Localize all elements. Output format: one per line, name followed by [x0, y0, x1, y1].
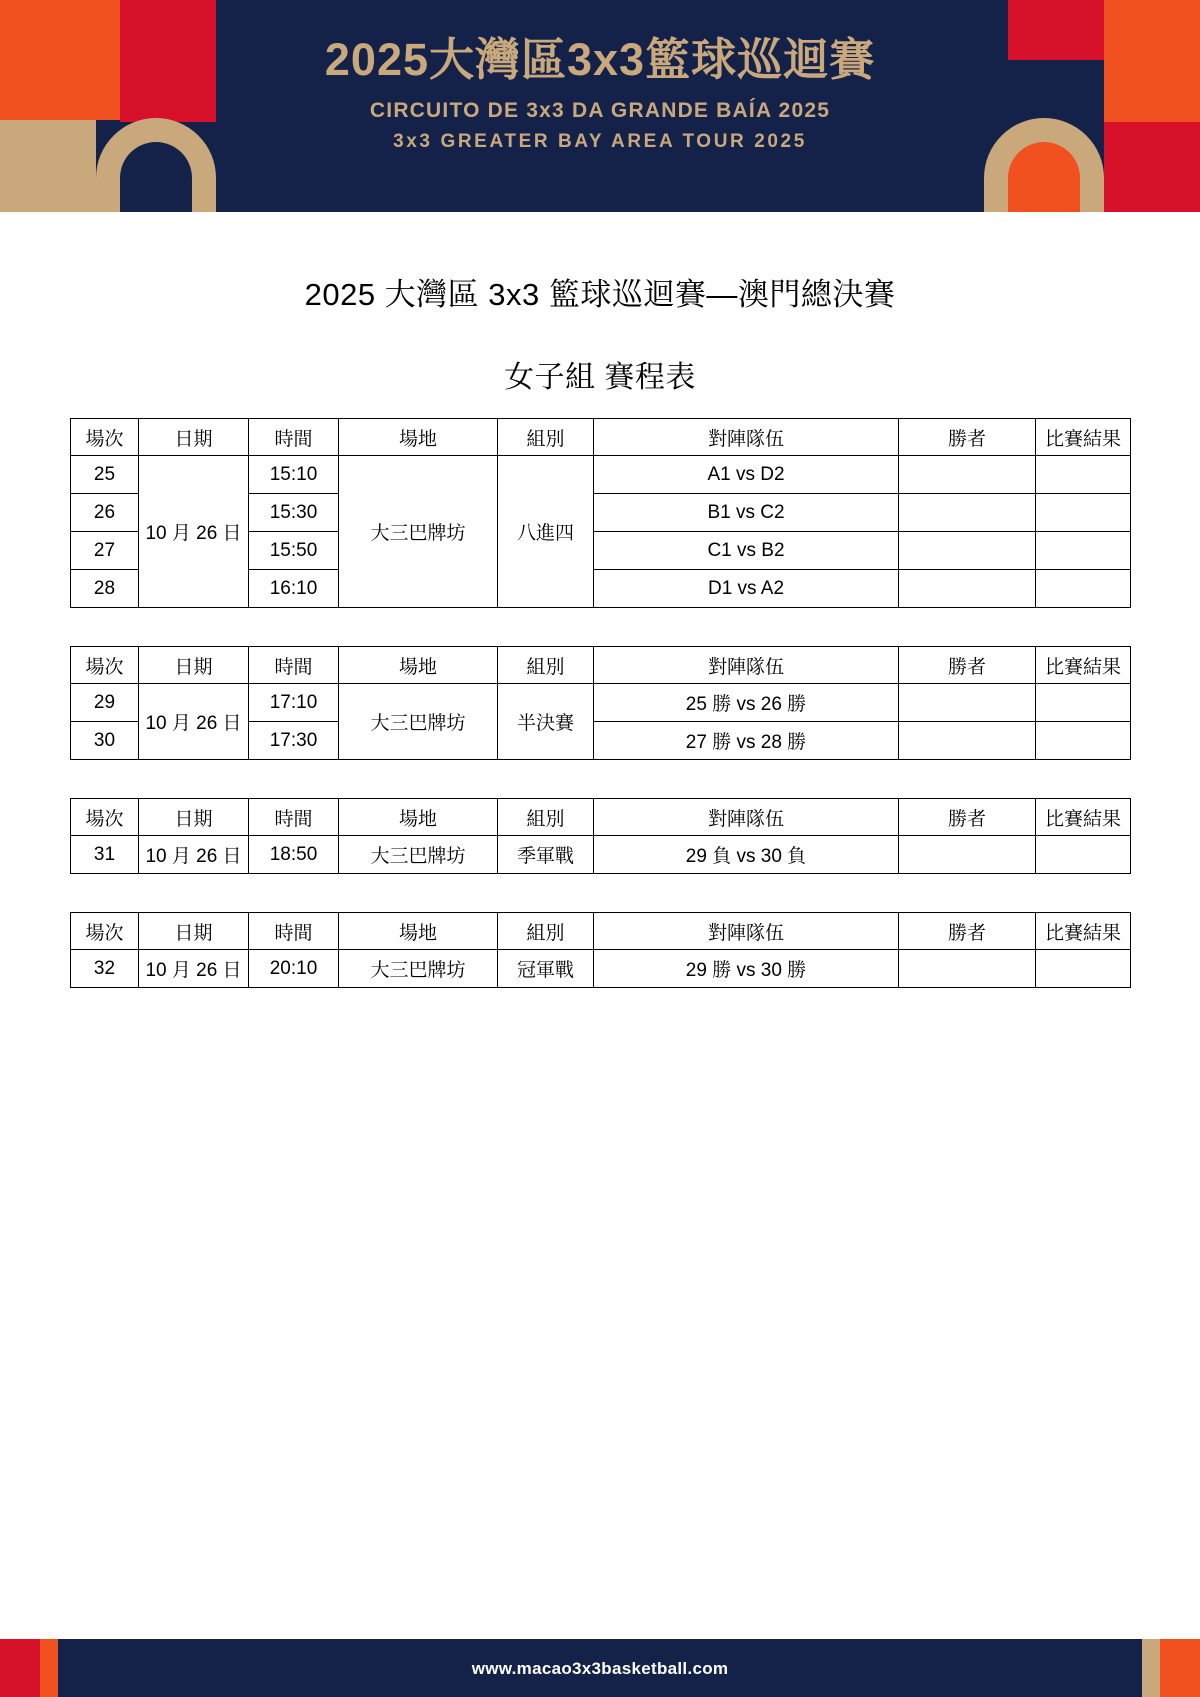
schedule-table-final	[70, 912, 1131, 988]
column-header-result: 比賽結果	[1036, 799, 1131, 836]
cell-result	[1036, 570, 1131, 608]
cell-winner	[899, 570, 1036, 608]
cell-winner	[899, 494, 1036, 532]
column-header-match: 對陣隊伍	[594, 419, 899, 456]
cell-time: 18:50	[249, 836, 339, 874]
column-header-no: 場次	[71, 913, 139, 950]
column-header-time: 時間	[249, 799, 339, 836]
footer-website-url: www.macao3x3basketball.com	[471, 1659, 729, 1678]
cell-result	[1036, 950, 1131, 988]
cell-match: 25 勝 vs 26 勝	[594, 684, 899, 722]
column-header-date: 日期	[139, 647, 249, 684]
cell-winner	[899, 950, 1036, 988]
column-header-group: 組別	[498, 419, 594, 456]
cell-no: 30	[71, 722, 139, 760]
table-header-row	[71, 913, 1131, 950]
table-row	[71, 950, 1131, 988]
cell-result	[1036, 836, 1131, 874]
cell-winner	[899, 532, 1036, 570]
cell-group: 半決賽	[498, 684, 594, 760]
banner-title-chinese: 2025大灣區3x3籃球巡迴賽	[324, 34, 876, 85]
schedule-tables	[70, 418, 1130, 988]
cell-date: 10 月 26 日	[139, 836, 249, 874]
column-header-date: 日期	[139, 799, 249, 836]
cell-group: 八進四	[498, 456, 594, 608]
table-row	[71, 836, 1131, 874]
cell-match: D1 vs A2	[594, 570, 899, 608]
table-header-row	[71, 647, 1131, 684]
cell-date: 10 月 26 日	[139, 950, 249, 988]
column-header-result: 比賽結果	[1036, 647, 1131, 684]
cell-venue: 大三巴牌坊	[339, 456, 498, 608]
page-title: 2025 大灣區 3x3 籃球巡迴賽—澳門總決賽	[304, 277, 896, 312]
column-header-winner: 勝者	[899, 913, 1036, 950]
column-header-no: 場次	[71, 647, 139, 684]
column-header-venue: 場地	[339, 419, 498, 456]
banner-title-english: 3x3 GREATER BAY AREA TOUR 2025	[393, 130, 807, 152]
cell-date: 10 月 26 日	[139, 456, 249, 608]
cell-match: 27 勝 vs 28 勝	[594, 722, 899, 760]
cell-no: 27	[71, 532, 139, 570]
cell-time: 17:30	[249, 722, 339, 760]
cell-date: 10 月 26 日	[139, 684, 249, 760]
schedule-table-quarterfinals	[70, 418, 1131, 608]
cell-group: 冠軍戰	[498, 950, 594, 988]
banner-text-group	[0, 34, 1200, 153]
column-header-venue: 場地	[339, 799, 498, 836]
cell-time: 15:30	[249, 494, 339, 532]
column-header-venue: 場地	[339, 647, 498, 684]
schedule-table-third-place	[70, 798, 1131, 874]
cell-match: C1 vs B2	[594, 532, 899, 570]
cell-no: 31	[71, 836, 139, 874]
cell-no: 25	[71, 456, 139, 494]
cell-result	[1036, 722, 1131, 760]
cell-venue: 大三巴牌坊	[339, 950, 498, 988]
event-banner	[0, 0, 1200, 212]
cell-time: 17:10	[249, 684, 339, 722]
cell-time: 16:10	[249, 570, 339, 608]
column-header-group: 組別	[498, 799, 594, 836]
column-header-group: 組別	[498, 647, 594, 684]
cell-winner	[899, 684, 1036, 722]
column-header-date: 日期	[139, 419, 249, 456]
column-header-time: 時間	[249, 419, 339, 456]
cell-match: 29 勝 vs 30 勝	[594, 950, 899, 988]
column-header-venue: 場地	[339, 913, 498, 950]
cell-result	[1036, 684, 1131, 722]
column-header-time: 時間	[249, 647, 339, 684]
page-footer	[0, 1639, 1200, 1697]
cell-group: 季軍戰	[498, 836, 594, 874]
column-header-group: 組別	[498, 913, 594, 950]
cell-time: 20:10	[249, 950, 339, 988]
column-header-match: 對陣隊伍	[594, 913, 899, 950]
cell-winner	[899, 836, 1036, 874]
schedule-table-semifinals	[70, 646, 1131, 760]
cell-time: 15:10	[249, 456, 339, 494]
cell-no: 28	[71, 570, 139, 608]
cell-match: B1 vs C2	[594, 494, 899, 532]
column-header-no: 場次	[71, 419, 139, 456]
banner-title-portuguese: CIRCUITO DE 3x3 DA GRANDE BAÍA 2025	[369, 98, 831, 122]
cell-no: 26	[71, 494, 139, 532]
column-header-no: 場次	[71, 799, 139, 836]
cell-no: 32	[71, 950, 139, 988]
column-header-date: 日期	[139, 913, 249, 950]
cell-venue: 大三巴牌坊	[339, 836, 498, 874]
column-header-match: 對陣隊伍	[594, 647, 899, 684]
column-header-winner: 勝者	[899, 419, 1036, 456]
table-row	[71, 684, 1131, 722]
cell-result	[1036, 532, 1131, 570]
cell-match: 29 負 vs 30 負	[594, 836, 899, 874]
column-header-match: 對陣隊伍	[594, 799, 899, 836]
column-header-result: 比賽結果	[1036, 913, 1131, 950]
cell-venue: 大三巴牌坊	[339, 684, 498, 760]
column-header-winner: 勝者	[899, 799, 1036, 836]
column-header-result: 比賽結果	[1036, 419, 1131, 456]
table-row	[71, 456, 1131, 494]
cell-winner	[899, 456, 1036, 494]
cell-result	[1036, 494, 1131, 532]
column-header-winner: 勝者	[899, 647, 1036, 684]
cell-no: 29	[71, 684, 139, 722]
table-header-row	[71, 419, 1131, 456]
cell-result	[1036, 456, 1131, 494]
table-header-row	[71, 799, 1131, 836]
cell-time: 15:50	[249, 532, 339, 570]
cell-winner	[899, 722, 1036, 760]
cell-match: A1 vs D2	[594, 456, 899, 494]
column-header-time: 時間	[249, 913, 339, 950]
page-subtitle: 女子組 賽程表	[504, 361, 696, 394]
